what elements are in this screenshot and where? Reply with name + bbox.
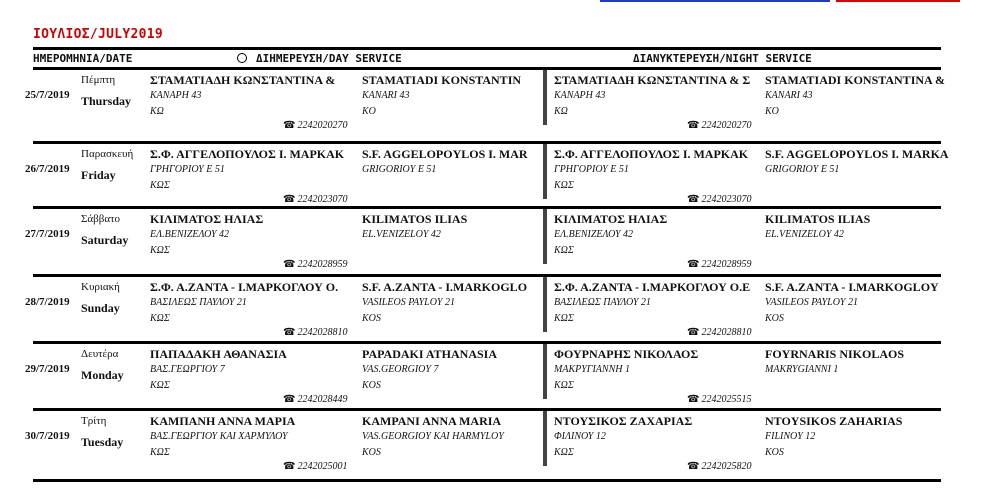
weekday-english: Monday [81,368,124,382]
day-pharmacy-name-english: S.F. AGGELOPOYLOS I. MAR [362,147,528,161]
night-pharmacy-name-english: KILIMATOS ILIAS [765,212,871,226]
day-pharmacy-address-greek: ΒΑΣ.ΓΕΩΡΓΙΟΥ 7 [150,364,225,375]
phone-icon: ☎ [687,327,700,338]
day-pharmacy-address-english: KANARI 43 [362,90,410,101]
day-pharmacy-name-english: STAMATIADI KONSTANTIN [362,73,522,87]
day-pharmacy-city-english: KOS [362,380,381,391]
day-pharmacy-address-greek: ΒΑΣ.ΓΕΩΡΓΙΟΥ ΚΑΙ ΧΑΡΜΥΛΟΥ [150,431,288,442]
night-pharmacy-name-english: S.F. AGGELOPOYLOS I. MARKA [765,147,949,161]
table-row [25,141,949,207]
night-pharmacy-name-greek: ΣΤΑΜΑΤΙΑΔΗ ΚΩΝΣΤΑΝΤΙΝΑ & Σ [554,73,751,87]
phone-number: 2242028959 [701,259,752,270]
day-pharmacy-phone [283,120,347,131]
row-date: 26/7/2019 [25,163,70,175]
night-pharmacy-address-english: EL.VENIZELOY 42 [765,229,844,240]
row-date: 28/7/2019 [25,296,70,308]
row-separator [33,141,941,144]
day-pharmacy-address-english: VASILEOS PAYLOY 21 [362,297,455,308]
night-pharmacy-address-english: GRIGORIOY E 51 [765,164,840,175]
day-pharmacy-name-english: KILIMATOS ILIAS [362,212,468,226]
night-pharmacy-name-greek: ΝΤΟΥΣΙΚΟΣ ΖΑΧΑΡΙΑΣ [554,414,693,428]
phone-icon: ☎ [283,259,296,270]
service-divider [543,277,547,332]
night-pharmacy-address-greek: ΓΡΗΓΟΡΙΟΥ Ε 51 [554,164,629,175]
day-pharmacy-city-greek: ΚΩΣ [150,245,170,256]
night-pharmacy-city-english: KOS [765,313,784,324]
day-pharmacy-name-greek: ΣΤΑΜΑΤΙΑΔΗ ΚΩΝΣΤΑΝΤΙΝΑ & [150,73,336,87]
day-pharmacy-address-greek: ΚΑΝΑΡΗ 43 [150,90,202,101]
day-pharmacy-name-english: KAMPANI ANNA MARIA [362,414,502,428]
day-pharmacy-city-english: KOS [362,447,381,458]
day-pharmacy-phone [283,461,347,472]
night-pharmacy-address-english: MAKRYGIANNI 1 [765,364,839,375]
row-date: 30/7/2019 [25,430,70,442]
day-pharmacy-phone [283,194,347,205]
night-pharmacy-name-english: S.F. A.ZANTA - I.MARKOGLOY [765,280,939,294]
day-pharmacy-address-english: VAS.GEORGIOY KAI HARMYLOY [362,431,504,442]
weekday-english: Saturday [81,233,129,247]
night-pharmacy-address-english: VASILEOS PAYLOY 21 [765,297,858,308]
phone-number: 2242028959 [297,259,348,270]
table-row [25,274,941,340]
service-divider [543,344,547,399]
weekday-greek: Δευτέρα [81,348,119,360]
date-column-header: ΗΜΕΡΟΜΗΝΙΑ/DATE [33,52,133,65]
weekday-english: Tuesday [81,435,124,449]
night-pharmacy-city-greek: ΚΩΣ [554,313,574,324]
day-pharmacy-city-greek: ΚΩ [150,106,164,117]
night-pharmacy-name-greek: Σ.Φ. ΑΓΓΕΛΟΠΟΥΛΟΣ Ι. ΜΑΡΚΑΚ [554,147,749,161]
night-pharmacy-city-greek: ΚΩΣ [554,180,574,191]
phone-icon: ☎ [283,327,296,338]
night-pharmacy-phone [687,327,751,338]
day-pharmacy-name-english: PAPADAKI ATHANASIA [362,347,498,361]
row-date: 27/7/2019 [25,228,70,240]
phone-number: 2242028449 [297,394,348,405]
table-bottom-rule [33,479,941,482]
day-pharmacy-city-greek: ΚΩΣ [150,180,170,191]
day-pharmacy-phone [283,327,347,338]
weekday-greek: Σάββατο [81,213,121,225]
phone-number: 2242028810 [701,327,752,338]
day-pharmacy-address-english: EL.VENIZELOY 42 [362,229,441,240]
phone-icon: ☎ [283,394,296,405]
table-row [25,67,946,133]
weekday-greek: Παρασκευή [81,148,134,160]
phone-icon: ☎ [687,461,700,472]
night-service-header: ΔΙΑΝΥΚΤΕΡΕΥΣΗ/NIGHT SERVICE [633,52,812,65]
day-pharmacy-address-greek: ΓΡΗΓΟΡΙΟΥ Ε 51 [150,164,225,175]
phone-icon: ☎ [687,194,700,205]
night-pharmacy-city-greek: ΚΩ [554,106,568,117]
night-pharmacy-phone [687,259,751,270]
day-service-header: ΔΙΗΜΕΡΕΥΣΗ/DAY SERVICE [256,52,402,65]
night-pharmacy-city-greek: ΚΩΣ [554,447,574,458]
phone-icon: ☎ [283,194,296,205]
night-pharmacy-name-english: FOYRNARIS NIKOLAOS [765,347,905,361]
night-pharmacy-name-greek: Σ.Φ. Α.ΖΑΝΤΑ - Ι.ΜΑΡΚΟΓΛΟΥ Ο.Ε [554,280,751,294]
day-pharmacy-name-greek: ΠΑΠΑΔΑΚΗ ΑΘΑΝΑΣΙΑ [150,347,287,361]
day-pharmacy-phone [283,394,347,405]
day-pharmacy-name-greek: ΚΑΜΠΑΝΗ ΑΝΝΑ ΜΑΡΙΑ [150,414,296,428]
phone-number: 2242028810 [297,327,348,338]
table-row [25,408,941,474]
day-pharmacy-name-greek: Σ.Φ. Α.ΖΑΝΤΑ - Ι.ΜΑΡΚΟΓΛΟΥ Ο. [150,280,339,294]
table-row [25,341,941,407]
row-separator [33,206,941,209]
phone-number: 2242023070 [297,194,348,205]
day-pharmacy-address-greek: ΒΑΣΙΛΕΩΣ ΠΑΥΛΟΥ 21 [150,297,247,308]
night-pharmacy-name-english: NTOYSIKOS ZAHARIAS [765,414,903,428]
service-divider [543,70,547,125]
row-date: 29/7/2019 [25,363,70,375]
day-pharmacy-name-english: S.F. A.ZANTA - I.MARKOGLO [362,280,528,294]
night-pharmacy-address-greek: ΒΑΣΙΛΕΩΣ ΠΑΥΛΟΥ 21 [554,297,651,308]
service-divider [543,209,547,264]
night-pharmacy-address-greek: ΚΑΝΑΡΗ 43 [554,90,606,101]
day-pharmacy-city-english: KO [362,106,376,117]
service-divider [543,411,547,466]
phone-number: 2242025515 [701,394,752,405]
night-pharmacy-city-english: KO [765,106,779,117]
day-pharmacy-address-english: GRIGORIOY E 51 [362,164,437,175]
night-pharmacy-address-english: FILINOY 12 [765,431,816,442]
phone-icon: ☎ [283,461,296,472]
phone-icon: ☎ [687,259,700,270]
row-separator [33,67,941,70]
phone-number: 2242025820 [701,461,752,472]
weekday-greek: Κυριακή [81,281,120,293]
weekday-english: Friday [81,168,116,182]
phone-icon: ☎ [687,120,700,131]
night-pharmacy-phone [687,461,751,472]
top-decorative-line [600,0,960,4]
night-pharmacy-phone [687,120,751,131]
night-pharmacy-name-english: STAMATIADI KONSTANTINA & [765,73,946,87]
weekday-greek: Πέμπτη [81,74,116,86]
weekday-english: Thursday [81,94,132,108]
circle-icon [237,53,247,63]
weekday-greek: Τρίτη [81,415,107,427]
header-top-rule [33,47,941,50]
row-separator [33,408,941,411]
night-pharmacy-phone [687,394,751,405]
phone-number: 2242025001 [297,461,348,472]
day-pharmacy-city-greek: ΚΩΣ [150,313,170,324]
row-separator [33,341,941,344]
day-pharmacy-address-greek: ΕΛ.ΒΕΝΙΖΕΛΟΥ 42 [150,229,230,240]
night-pharmacy-city-greek: ΚΩΣ [554,245,574,256]
row-separator [33,274,941,277]
day-pharmacy-phone [283,259,347,270]
day-pharmacy-city-english: KOS [362,313,381,324]
night-pharmacy-address-english: KANARI 43 [765,90,813,101]
day-pharmacy-city-greek: ΚΩΣ [150,447,170,458]
night-pharmacy-address-greek: ΜΑΚΡΥΓΙΑΝΝΗ 1 [554,364,630,375]
row-date: 25/7/2019 [25,89,70,101]
night-pharmacy-address-greek: ΦΙΛΙΝΟΥ 12 [554,431,606,442]
night-pharmacy-phone [687,194,751,205]
night-pharmacy-name-greek: ΚΙΛΙΜΑΤΟΣ ΗΛΙΑΣ [554,212,668,226]
night-pharmacy-city-greek: ΚΩΣ [554,380,574,391]
day-pharmacy-name-greek: ΚΙΛΙΜΑΤΟΣ ΗΛΙΑΣ [150,212,264,226]
service-divider [543,144,547,199]
month-title: ΙΟΥΛΙΟΣ/JULY2019 [33,27,164,42]
day-pharmacy-address-english: VAS.GEORGIOY 7 [362,364,439,375]
night-pharmacy-name-greek: ΦΟΥΡΝΑΡΗΣ ΝΙΚΟΛΑΟΣ [554,347,699,361]
table-row [25,206,941,272]
phone-icon: ☎ [687,394,700,405]
phone-number: 2242020270 [297,120,348,131]
night-pharmacy-city-english: KOS [765,447,784,458]
weekday-english: Sunday [81,301,120,315]
phone-number: 2242020270 [701,120,752,131]
day-pharmacy-city-greek: ΚΩΣ [150,380,170,391]
day-pharmacy-name-greek: Σ.Φ. ΑΓΓΕΛΟΠΟΥΛΟΣ Ι. ΜΑΡΚΑΚ [150,147,345,161]
phone-icon: ☎ [283,120,296,131]
night-pharmacy-address-greek: ΕΛ.ΒΕΝΙΖΕΛΟΥ 42 [554,229,634,240]
phone-number: 2242023070 [701,194,752,205]
